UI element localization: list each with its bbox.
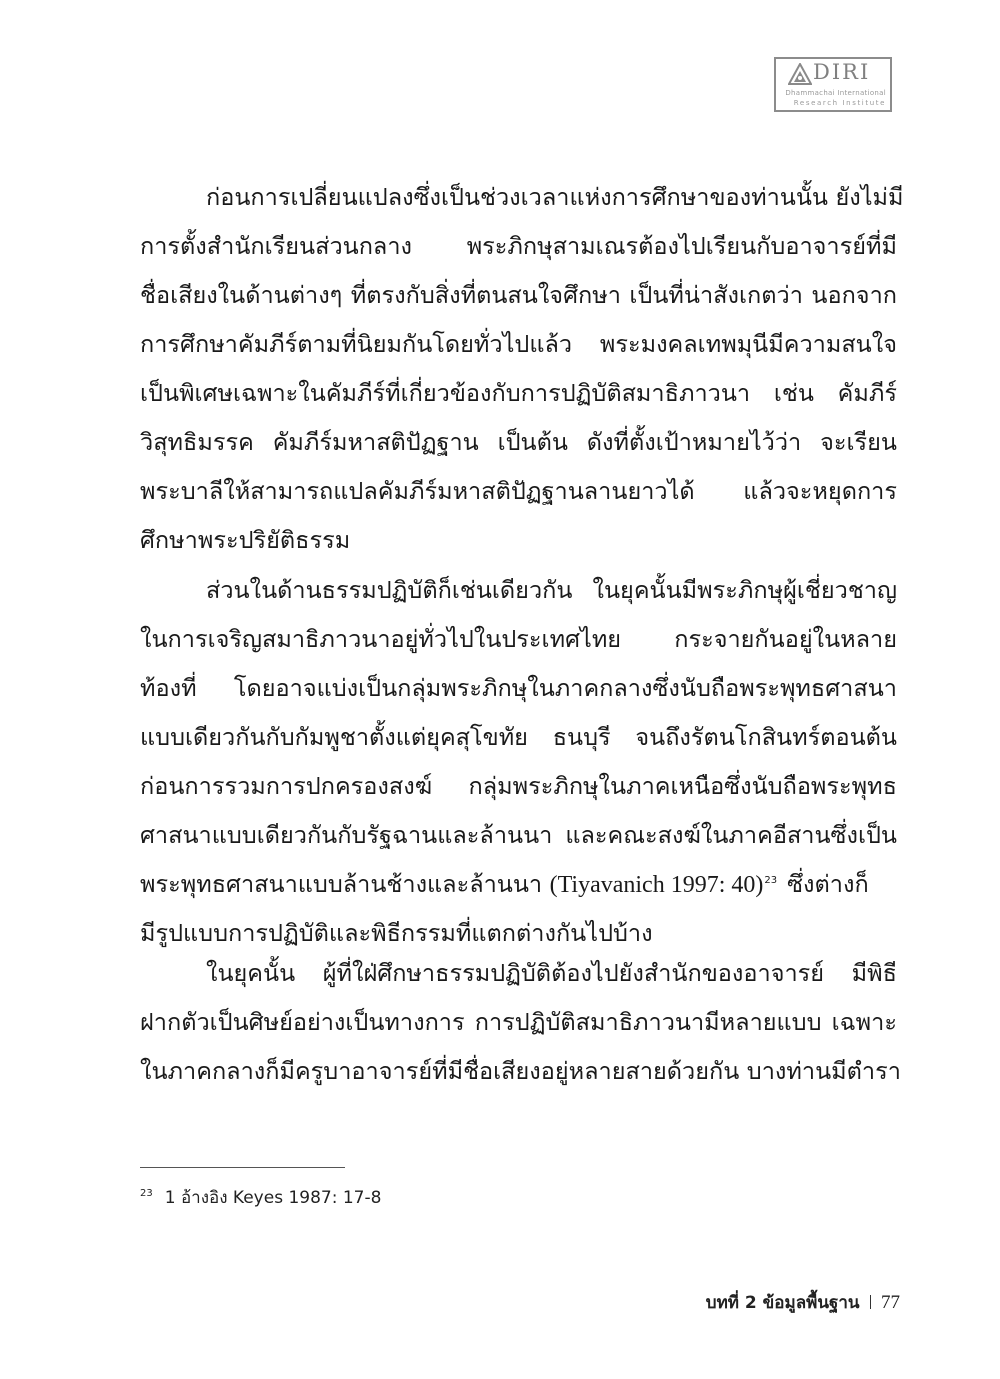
paragraph-line: ในภาคกลางก็มีครูบาอาจารย์ที่มีชื่อเสียงอยู่หลายสายด้วยกัน บางท่านมีตำรา xyxy=(140,1057,901,1085)
paragraph-line: วิสุทธิมรรค คัมภีร์มหาสติปัฏฐาน เป็นต้น ดังที่ตั้งเป้าหมายไว้ว่า จะเรียน xyxy=(140,428,897,456)
triangle-logo-icon xyxy=(788,63,812,85)
paragraph-line: ฝากตัวเป็นศิษย์อย่างเป็นทางการ การปฏิบัติสมาธิภาวนามีหลายแบบ เฉพาะ xyxy=(140,1008,897,1036)
paragraph-line: แบบเดียวกันกับกัมพูชาตั้งแต่ยุคสุโขทัย ธนบุรี จนถึงรัตนโกสินทร์ตอนต้น xyxy=(140,723,897,751)
paragraph-3 xyxy=(140,949,901,1096)
footnote xyxy=(140,1184,381,1211)
footnote-reference[interactable]: 23 xyxy=(764,875,778,887)
paragraph-line: มีรูปแบบการปฏิบัติและพิธีกรรมที่แตกต่างกันไปบ้าง xyxy=(140,919,653,947)
paragraph-line: ส่วนในด้านธรรมปฏิบัติก็เช่นเดียวกัน ในยุคนั้นมีพระภิกษุผู้เชี่ยวชาญ xyxy=(206,576,897,604)
paragraph-line: พระบาลีให้สามารถแปลคัมภีร์มหาสติปัฏฐานลานยาวได้ แล้วจะหยุดการ xyxy=(140,477,897,505)
citation-line-before: พระพุทธศาสนาแบบล้านช้างและล้านนา xyxy=(140,870,550,898)
footnote-divider xyxy=(140,1167,345,1168)
paragraph-line: ท้องที่ โดยอาจแบ่งเป็นกลุ่มพระภิกษุในภาคกลางซึ่งนับถือพระพุทธศาสนา xyxy=(140,674,897,702)
logo-subtitle-line1: Dhammachai International xyxy=(785,89,886,97)
footer-separator xyxy=(870,1295,872,1309)
paragraph-line: ก่อนการเปลี่ยนแปลงซึ่งเป็นช่วงเวลาแห่งการศึกษาของท่านนั้น ยังไม่มี xyxy=(206,183,904,211)
paragraph-1 xyxy=(140,173,904,565)
footnote-number: 23 xyxy=(140,1188,153,1200)
citation: (Tiyavanich 1997: 40) xyxy=(549,872,764,898)
logo-subtitle-line2: Research Institute xyxy=(793,99,886,107)
paragraph-line: ชื่อเสียงในด้านต่างๆ ที่ตรงกับสิ่งที่ตนสนใจศึกษา เป็นที่น่าสังเกตว่า นอกจาก xyxy=(140,281,897,309)
paragraph-line: เป็นพิเศษเฉพาะในคัมภีร์ที่เกี่ยวข้องกับการปฏิบัติสมาธิภาวนา เช่น คัมภีร์ xyxy=(140,379,897,407)
citation-line xyxy=(140,860,897,909)
footnote-text: 1 อ้างอิง Keyes 1987: 17-8 xyxy=(164,1188,382,1208)
page-footer xyxy=(706,1289,900,1316)
page-number: 77 xyxy=(881,1292,900,1313)
chapter-title: บทที่ 2 ข้อมูลพื้นฐาน xyxy=(705,1293,860,1313)
paragraph-2 xyxy=(140,566,897,958)
paragraph-line: ในยุคนั้น ผู้ที่ใฝ่ศึกษาธรรมปฏิบัติต้องไปยังสำนักของอาจารย์ มีพิธี xyxy=(206,959,897,987)
citation-line-after: ซึ่งต่างก็ xyxy=(787,870,869,898)
paragraph-line: ในการเจริญสมาธิภาวนาอยู่ทั่วไปในประเทศไทย กระจายกันอยู่ในหลาย xyxy=(140,625,897,653)
paragraph-line: ศาสนาแบบเดียวกันกับรัฐฉานและล้านนา และคณะสงฆ์ในภาคอีสานซึ่งเป็น xyxy=(140,821,897,849)
logo-name: DIRI xyxy=(813,60,871,84)
diri-logo xyxy=(774,57,892,112)
paragraph-line: การศึกษาคัมภีร์ตามที่นิยมกันโดยทั่วไปแล้ว พระมงคลเทพมุนีมีความสนใจ xyxy=(140,330,897,358)
paragraph-line: ศึกษาพระปริยัติธรรม xyxy=(140,526,351,554)
paragraph-line: การตั้งสำนักเรียนส่วนกลาง พระภิกษุสามเณรต้องไปเรียนกับอาจารย์ที่มี xyxy=(140,232,897,260)
paragraph-line: ก่อนการรวมการปกครองสงฆ์ กลุ่มพระภิกษุในภาคเหนือซึ่งนับถือพระพุทธ xyxy=(140,772,897,800)
